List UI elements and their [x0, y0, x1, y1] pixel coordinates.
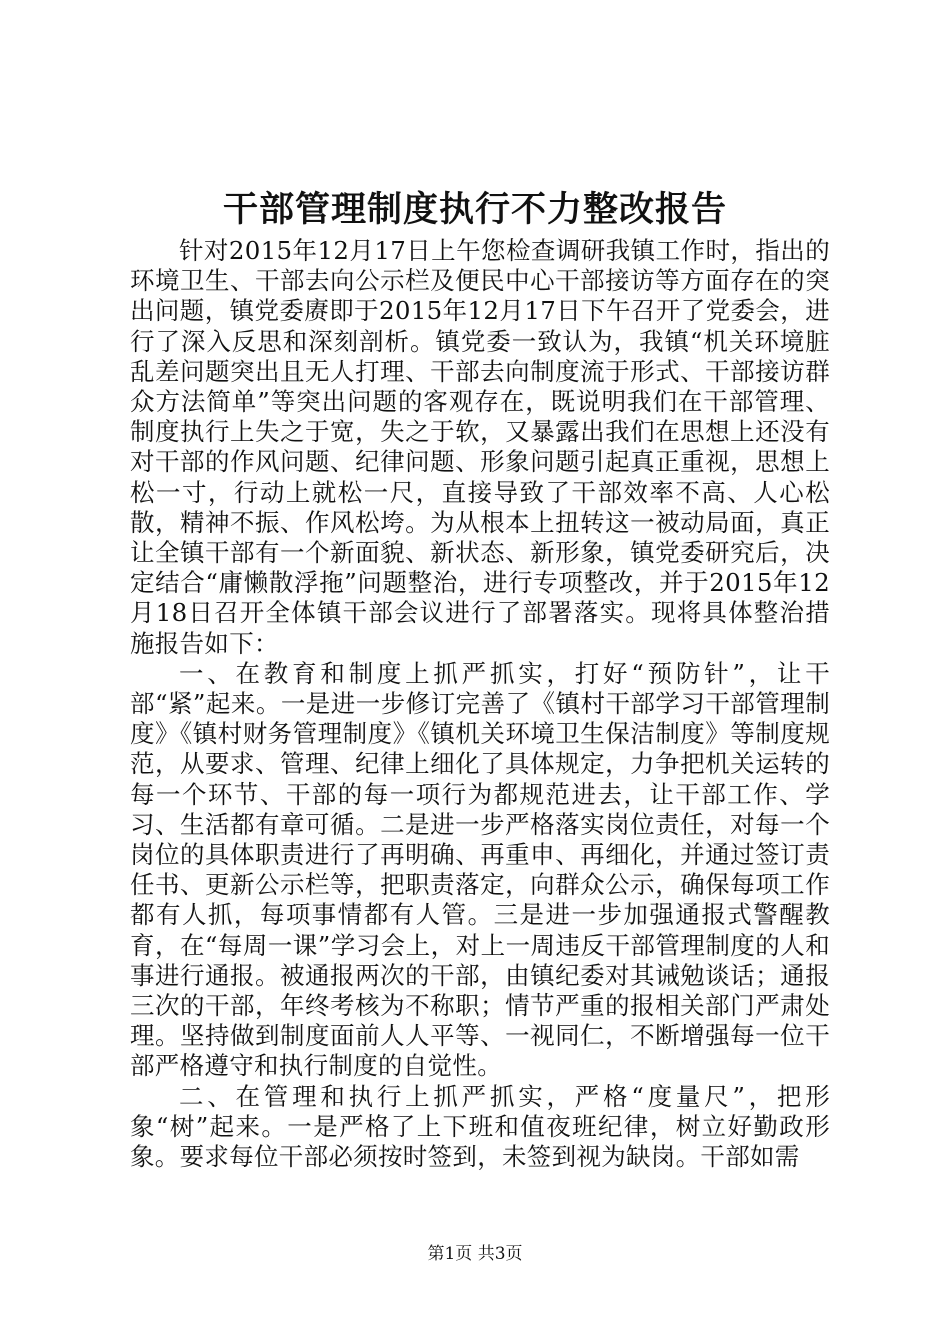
document-body [130, 236, 830, 1172]
document-title: 干部管理制度执行不力整改报告 [222, 189, 727, 230]
paragraph-section-1: 一、在教育和制度上抓严抓实，打好“预防针”，让干部“紧”起来。一是进一步修订完善了《镇村干部学习干部管理制度》《镇村财务管理制度》《镇机关环境卫生保洁制度》等制度规范，从要求、管理、纪律上细化了具体规定，力争把机关运转的每一个环节、干部的每一项行为都规范进去，让干部工作、学习、生活都有章可循。二是进一步严格落实岗位责任，对每一个岗位的具体职责进行了再明确、再重申、再细化，并通过签订责任书、更新公示栏等，把职责落定，向群众公示，确保每项工作都有人抓，每项事情都有人管。三是进一步加强通报式警醒教育，在“每周一课”学习会上，对上一周违反干部管理制度的人和事进行通报。被通报两次的干部，由镇纪委对其诫勉谈话；通报三次的干部，年终考核为不称职；情节严重的报相关部门严肃处理。坚持做到制度面前人人平等、一视同仁，不断增强每一位干部严格遵守和执行制度的自觉性。 [130, 658, 830, 1081]
paragraph-section-2: 二、在管理和执行上抓严抓实，严格“度量尺”，把形象“树”起来。一是严格了上下班和值夜班纪律，树立好勤政形象。要求每位干部必须按时签到，未签到视为缺岗。干部如需 [130, 1081, 830, 1172]
paragraph-intro: 针对2015年12月17日上午您检查调研我镇工作时，指出的环境卫生、干部去向公示栏及便民中心干部接访等方面存在的突出问题，镇党委赓即于2015年12月17日下午召开了党委会，进行了深入反思和深刻剖析。镇党委一致认为，我镇“机关环境脏乱差问题突出且无人打理、干部去向制度流于形式、干部接访群众方法简单”等突出问题的客观存在，既说明我们在干部管理、制度执行上失之于宽，失之于软，又暴露出我们在思想上还没有对干部的作风问题、纪律问题、形象问题引起真正重视，思想上松一寸，行动上就松一尺，直接导致了干部效率不高、人心松散，精神不振、作风松垮。为从根本上扭转这一被动局面，真正让全镇干部有一个新面貌、新状态、新形象，镇党委研究后，决定结合“庸懒散浮拖”问题整治，进行专项整改，并于2015年12月18日召开全体镇干部会议进行了部署落实。现将具体整治措施报告如下： [130, 236, 830, 658]
page-footer: 第1页 共3页 [427, 1244, 523, 1264]
